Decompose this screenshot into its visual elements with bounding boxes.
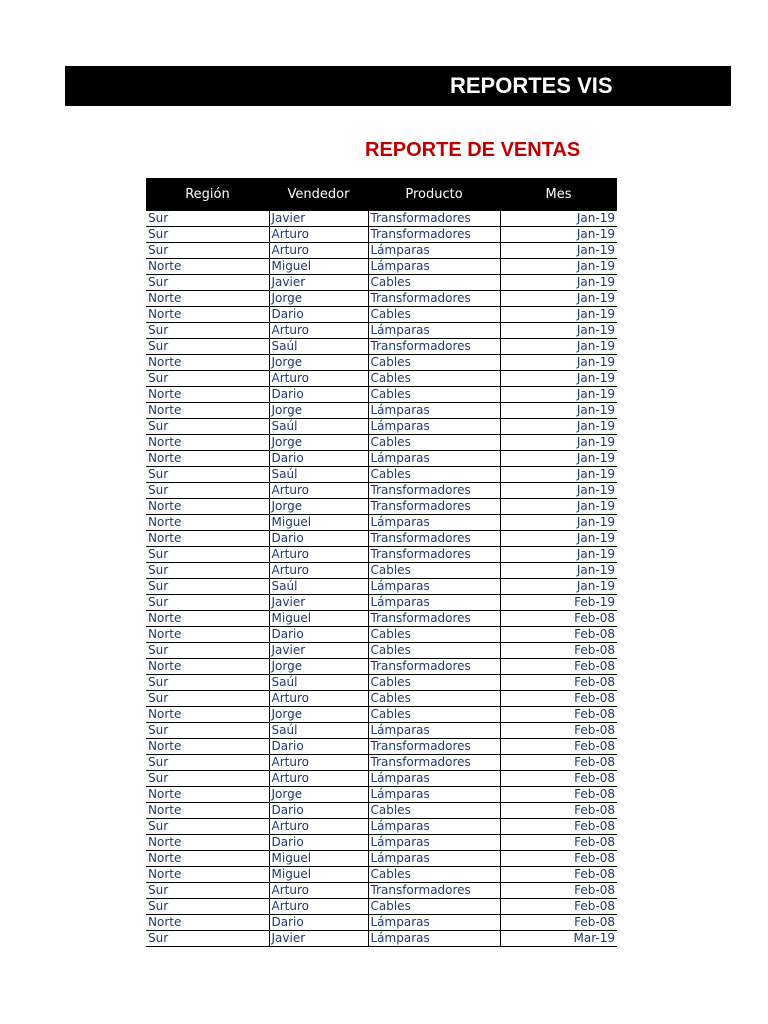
cell-mes: Jan-19 [500,275,617,291]
cell-vendedor: Dario [269,739,368,755]
cell-producto: Transformadores [368,211,500,227]
table-row [146,851,617,867]
column-header-mes: Mes [500,178,617,211]
cell-region: Sur [146,563,269,579]
table-row [146,355,617,371]
cell-vendedor: Miguel [269,867,368,883]
table-row [146,611,617,627]
cell-producto: Cables [368,675,500,691]
cell-region: Sur [146,339,269,355]
cell-mes: Jan-19 [500,371,617,387]
cell-producto: Lámparas [368,243,500,259]
cell-mes: Jan-19 [500,227,617,243]
table-row [146,275,617,291]
table-row [146,515,617,531]
cell-producto: Transformadores [368,755,500,771]
cell-region: Sur [146,899,269,915]
cell-mes: Jan-19 [500,307,617,323]
cell-producto: Transformadores [368,883,500,899]
cell-vendedor: Saúl [269,723,368,739]
table-row [146,259,617,275]
cell-producto: Transformadores [368,339,500,355]
cell-mes: Feb-08 [500,611,617,627]
table-row [146,707,617,723]
table-row [146,419,617,435]
table-row [146,883,617,899]
cell-vendedor: Miguel [269,259,368,275]
cell-producto: Lámparas [368,851,500,867]
cell-producto: Lámparas [368,931,500,947]
table-row [146,659,617,675]
cell-vendedor: Arturo [269,755,368,771]
cell-vendedor: Jorge [269,659,368,675]
cell-vendedor: Dario [269,627,368,643]
cell-region: Sur [146,483,269,499]
cell-mes: Jan-19 [500,483,617,499]
cell-producto: Transformadores [368,547,500,563]
cell-mes: Jan-19 [500,403,617,419]
cell-producto: Lámparas [368,419,500,435]
table-row [146,755,617,771]
cell-vendedor: Arturo [269,227,368,243]
cell-vendedor: Saúl [269,675,368,691]
cell-region: Norte [146,787,269,803]
cell-region: Norte [146,291,269,307]
cell-mes: Mar-19 [500,931,617,947]
column-header-producto: Producto [368,178,500,211]
table-row [146,403,617,419]
cell-mes: Jan-19 [500,579,617,595]
table-row [146,387,617,403]
sales-table [146,178,617,947]
table-row [146,675,617,691]
table-row [146,211,617,227]
table-row [146,787,617,803]
cell-vendedor: Arturo [269,899,368,915]
table-row [146,291,617,307]
cell-producto: Lámparas [368,403,500,419]
cell-producto: Cables [368,627,500,643]
cell-mes: Feb-08 [500,627,617,643]
cell-region: Sur [146,755,269,771]
table-row [146,819,617,835]
cell-producto: Transformadores [368,483,500,499]
cell-producto: Lámparas [368,835,500,851]
header-banner [65,66,731,106]
cell-vendedor: Arturo [269,771,368,787]
banner-title: REPORTES VIS [450,73,613,98]
cell-mes: Feb-08 [500,659,617,675]
table-row [146,643,617,659]
cell-producto: Cables [368,467,500,483]
cell-vendedor: Miguel [269,851,368,867]
cell-mes: Feb-08 [500,723,617,739]
cell-region: Norte [146,803,269,819]
cell-producto: Lámparas [368,515,500,531]
cell-region: Sur [146,467,269,483]
cell-producto: Cables [368,355,500,371]
table-row [146,467,617,483]
cell-mes: Feb-08 [500,835,617,851]
cell-producto: Cables [368,899,500,915]
cell-vendedor: Arturo [269,371,368,387]
cell-vendedor: Javier [269,931,368,947]
column-header-vendedor: Vendedor [269,178,368,211]
cell-region: Sur [146,275,269,291]
cell-vendedor: Arturo [269,323,368,339]
cell-mes: Jan-19 [500,323,617,339]
cell-mes: Jan-19 [500,387,617,403]
table-row [146,739,617,755]
cell-mes: Jan-19 [500,291,617,307]
cell-mes: Feb-08 [500,675,617,691]
cell-vendedor: Javier [269,211,368,227]
cell-vendedor: Jorge [269,355,368,371]
cell-mes: Feb-08 [500,851,617,867]
table-row [146,227,617,243]
cell-region: Norte [146,387,269,403]
cell-vendedor: Jorge [269,291,368,307]
cell-producto: Transformadores [368,659,500,675]
cell-vendedor: Dario [269,387,368,403]
cell-region: Norte [146,835,269,851]
cell-vendedor: Javier [269,643,368,659]
table-row [146,531,617,547]
cell-producto: Cables [368,387,500,403]
cell-producto: Lámparas [368,819,500,835]
table-row [146,899,617,915]
cell-producto: Transformadores [368,227,500,243]
cell-producto: Cables [368,643,500,659]
cell-vendedor: Dario [269,835,368,851]
cell-vendedor: Miguel [269,611,368,627]
cell-region: Norte [146,355,269,371]
cell-mes: Jan-19 [500,499,617,515]
cell-mes: Jan-19 [500,435,617,451]
cell-mes: Feb-08 [500,707,617,723]
cell-region: Sur [146,211,269,227]
cell-vendedor: Arturo [269,243,368,259]
table-row [146,835,617,851]
cell-region: Norte [146,515,269,531]
cell-producto: Lámparas [368,595,500,611]
cell-region: Norte [146,915,269,931]
table-row [146,371,617,387]
cell-producto: Lámparas [368,451,500,467]
cell-region: Norte [146,659,269,675]
cell-vendedor: Jorge [269,499,368,515]
cell-region: Sur [146,371,269,387]
cell-vendedor: Dario [269,531,368,547]
cell-producto: Cables [368,563,500,579]
table-row [146,931,617,947]
table-row [146,307,617,323]
cell-producto: Lámparas [368,723,500,739]
cell-mes: Feb-08 [500,787,617,803]
cell-vendedor: Arturo [269,883,368,899]
cell-mes: Feb-08 [500,867,617,883]
cell-vendedor: Saúl [269,339,368,355]
cell-mes: Jan-19 [500,547,617,563]
cell-mes: Feb-08 [500,883,617,899]
cell-mes: Jan-19 [500,243,617,259]
cell-vendedor: Saúl [269,579,368,595]
cell-mes: Feb-08 [500,771,617,787]
cell-region: Sur [146,883,269,899]
cell-mes: Jan-19 [500,451,617,467]
cell-producto: Transformadores [368,531,500,547]
cell-region: Sur [146,243,269,259]
cell-producto: Lámparas [368,771,500,787]
cell-producto: Cables [368,307,500,323]
cell-vendedor: Arturo [269,691,368,707]
cell-mes: Feb-08 [500,755,617,771]
cell-mes: Jan-19 [500,211,617,227]
cell-region: Sur [146,419,269,435]
table-row [146,323,617,339]
table-row [146,691,617,707]
cell-vendedor: Saúl [269,467,368,483]
cell-producto: Cables [368,707,500,723]
cell-region: Norte [146,707,269,723]
cell-vendedor: Dario [269,451,368,467]
cell-producto: Cables [368,275,500,291]
table-row [146,867,617,883]
table-row [146,915,617,931]
cell-region: Norte [146,403,269,419]
cell-region: Sur [146,819,269,835]
cell-producto: Lámparas [368,323,500,339]
cell-region: Sur [146,771,269,787]
cell-producto: Lámparas [368,259,500,275]
cell-region: Sur [146,723,269,739]
cell-mes: Feb-08 [500,803,617,819]
table-row [146,243,617,259]
cell-producto: Cables [368,371,500,387]
cell-vendedor: Dario [269,915,368,931]
cell-region: Norte [146,259,269,275]
table-row [146,627,617,643]
table-row [146,563,617,579]
cell-region: Norte [146,531,269,547]
table-row [146,451,617,467]
cell-producto: Transformadores [368,499,500,515]
table-row [146,771,617,787]
cell-region: Norte [146,307,269,323]
cell-vendedor: Jorge [269,787,368,803]
column-header-region: Región [146,178,269,211]
cell-producto: Lámparas [368,579,500,595]
table-row [146,339,617,355]
cell-region: Norte [146,451,269,467]
table-header-row [146,178,617,211]
cell-producto: Lámparas [368,915,500,931]
table-row [146,435,617,451]
cell-vendedor: Javier [269,275,368,291]
cell-region: Sur [146,579,269,595]
cell-mes: Feb-08 [500,643,617,659]
cell-region: Sur [146,323,269,339]
cell-vendedor: Arturo [269,563,368,579]
cell-mes: Feb-08 [500,819,617,835]
cell-vendedor: Jorge [269,435,368,451]
cell-region: Norte [146,611,269,627]
cell-producto: Transformadores [368,611,500,627]
cell-producto: Lámparas [368,787,500,803]
table-row [146,723,617,739]
cell-mes: Jan-19 [500,563,617,579]
table-row [146,579,617,595]
cell-region: Sur [146,691,269,707]
cell-vendedor: Miguel [269,515,368,531]
cell-region: Norte [146,867,269,883]
cell-vendedor: Dario [269,803,368,819]
cell-vendedor: Jorge [269,403,368,419]
cell-mes: Jan-19 [500,531,617,547]
cell-producto: Transformadores [368,739,500,755]
cell-vendedor: Javier [269,595,368,611]
cell-region: Norte [146,499,269,515]
cell-region: Sur [146,227,269,243]
cell-region: Sur [146,643,269,659]
cell-producto: Cables [368,867,500,883]
cell-producto: Cables [368,435,500,451]
cell-region: Sur [146,547,269,563]
cell-vendedor: Saúl [269,419,368,435]
table-row [146,595,617,611]
cell-region: Norte [146,739,269,755]
report-title: REPORTE DE VENTAS [365,139,581,161]
cell-region: Norte [146,627,269,643]
cell-region: Sur [146,931,269,947]
cell-mes: Jan-19 [500,339,617,355]
cell-mes: Jan-19 [500,419,617,435]
cell-mes: Jan-19 [500,355,617,371]
cell-region: Norte [146,851,269,867]
cell-vendedor: Arturo [269,547,368,563]
cell-mes: Jan-19 [500,259,617,275]
cell-vendedor: Jorge [269,707,368,723]
table-row [146,803,617,819]
table-row [146,499,617,515]
cell-producto: Cables [368,691,500,707]
cell-mes: Jan-19 [500,467,617,483]
cell-mes: Jan-19 [500,515,617,531]
cell-producto: Transformadores [368,291,500,307]
cell-mes: Feb-08 [500,739,617,755]
cell-mes: Feb-08 [500,691,617,707]
table-body [146,211,617,947]
cell-vendedor: Arturo [269,819,368,835]
cell-region: Sur [146,595,269,611]
cell-region: Norte [146,435,269,451]
cell-mes: Feb-08 [500,899,617,915]
cell-region: Sur [146,675,269,691]
cell-producto: Cables [368,803,500,819]
cell-mes: Feb-19 [500,595,617,611]
table-row [146,547,617,563]
table-row [146,483,617,499]
cell-vendedor: Dario [269,307,368,323]
cell-mes: Feb-08 [500,915,617,931]
cell-vendedor: Arturo [269,483,368,499]
